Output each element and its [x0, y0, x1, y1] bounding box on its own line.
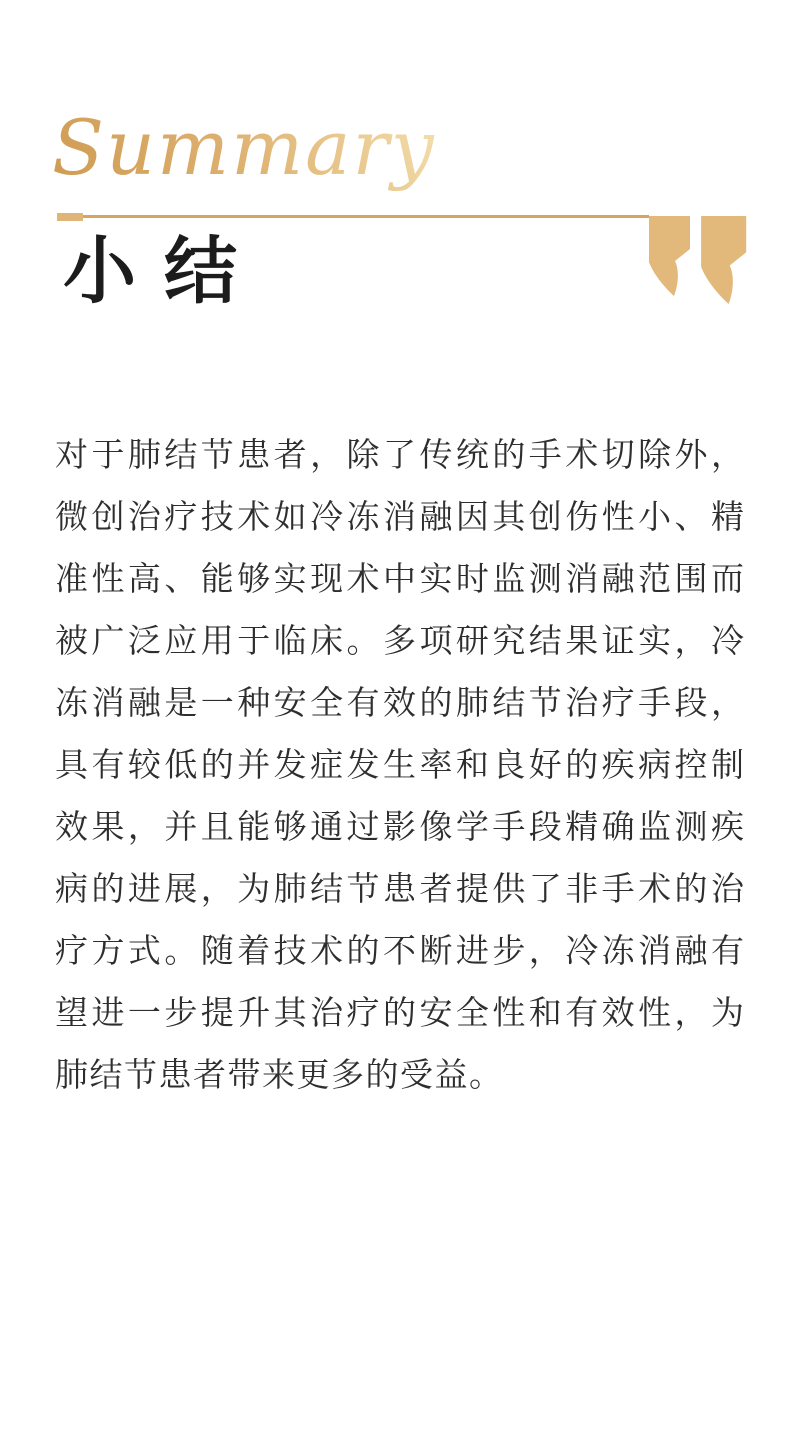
paragraph-line: 被广泛应用于临床。多项研究结果证实，冷 [55, 622, 745, 659]
paragraph-line: 冻消融是一种安全有效的肺结节治疗手段， [55, 684, 745, 721]
paragraph-line: 病的进展，为肺结节患者提供了非手术的治 [55, 870, 745, 907]
right-double-quote-icon [648, 216, 747, 310]
paragraph-line: 具有较低的并发症发生率和良好的疾病控制 [55, 746, 745, 783]
paragraph-line: 对于肺结节患者，除了传统的手术切除外， [55, 436, 745, 473]
paragraph-line: 准性高、能够实现术中实时监测消融范围而 [55, 560, 745, 597]
summary-script-title: Summary [52, 103, 436, 192]
paragraph-line: 微创治疗技术如冷冻消融因其创伤性小、精 [55, 498, 745, 535]
paragraph-line: 望进一步提升其治疗的安全性和有效性，为 [55, 994, 745, 1031]
paragraph-line-last: 肺结节患者带来更多的受益。 [55, 1056, 504, 1093]
divider-cap [57, 213, 83, 221]
page-title: 小结 [63, 231, 265, 312]
gold-divider [57, 213, 649, 221]
divider-rule [83, 215, 649, 218]
summary-paragraph [55, 424, 745, 1106]
paragraph-line: 效果，并且能够通过影像学手段精确监测疾 [55, 808, 745, 845]
paragraph-line: 疗方式。随着技术的不断进步，冷冻消融有 [55, 932, 745, 969]
